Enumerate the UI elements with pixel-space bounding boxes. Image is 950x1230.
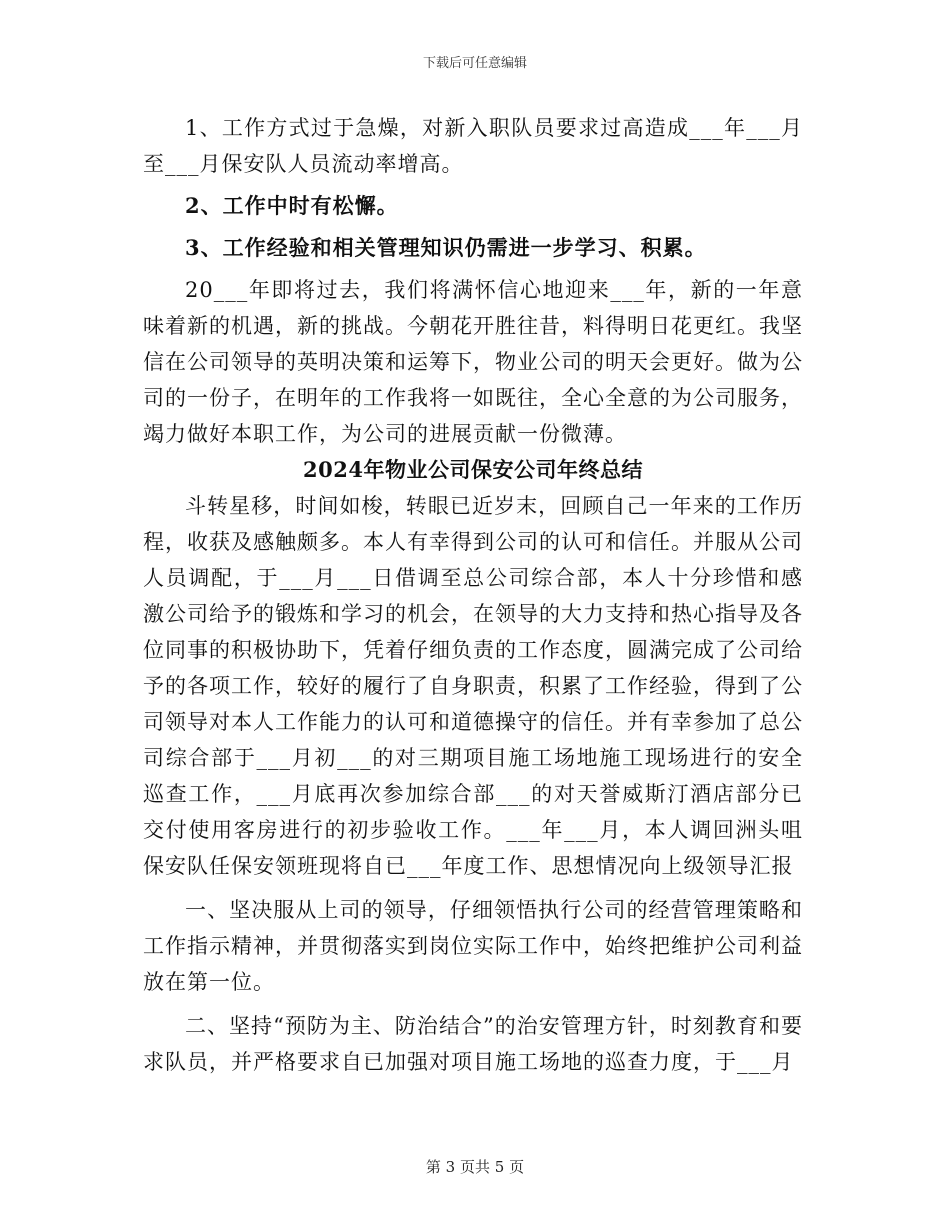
document-title: 2024年物业公司保安公司年终总结 (303, 457, 643, 482)
page-footer: 第 3 页共 5 页 (425, 1158, 525, 1176)
page-header: 下载后可任意编辑 (422, 56, 527, 71)
paragraph-issue-3: 3、工作经验和相关管理知识仍需进一步学习、积累。 (185, 235, 707, 260)
paragraph-outlook: 20___年即将过去，我们将满怀信心地迎来___年，新的一年意味着新的机遇，新的挑战。今朝花开胜往昔，料得明日花更红。我坚信在公司领导的英明决策和运筹下，物业公司的明天会更好。做为公司的一份子，在明年的工作我将一如既往，全心全意的为公司服务，竭力做好本职工作，为公司的进展贡献一份微薄。 (143, 278, 803, 446)
paragraph-point-1: 一、坚决服从上司的领导，仔细领悟执行公司的经营管理策略和工作指示精神，并贯彻落实到岗位实际工作中，始终把维护公司利益放在第一位。 (143, 898, 803, 994)
paragraph-point-2: 二、坚持“预防为主、防治结合”的治安管理方针，时刻教育和要求队员，并严格要求自已加强对项目施工场地的巡查力度，于___月 (143, 1014, 803, 1074)
paragraph-issue-2: 2、工作中时有松懈。 (185, 193, 399, 218)
paragraph-intro: 斗转星移，时间如梭，转眼已近岁末，回顾自己一年来的工作历程，收获及感触颇多。本人有幸得到公司的认可和信任。并服从公司人员调配，于___月___日借调至总公司综合部，本人十分珍惜和感激公司给予的锻炼和学习的机会，在领导的大力支持和热心指导及各位同事的积极协助下，凭着仔细负责的工作态度，圆满完成了公司给予的各项工作，较好的履行了自身职责，积累了工作经验，得到了公司领导对本人工作能力的认可和道德操守的信任。并有幸参加了总公司综合部于___月初___的对三期项目施工场地施工现场进行的安全巡查工作，___月底再次参加综合部___的对天誉威斯汀酒店部分已交付使用客房进行的初步验收工作。___年___月，本人调回洲头咀保安队任保安领班现将自已___年度工作、思想情况向上级领导汇报 (143, 494, 803, 878)
document-body (143, 110, 803, 1080)
paragraph-issue-1: 1、工作方式过于急燥，对新入职队员要求过高造成___年___月至___月保安队人员流动率增高。 (143, 116, 803, 176)
